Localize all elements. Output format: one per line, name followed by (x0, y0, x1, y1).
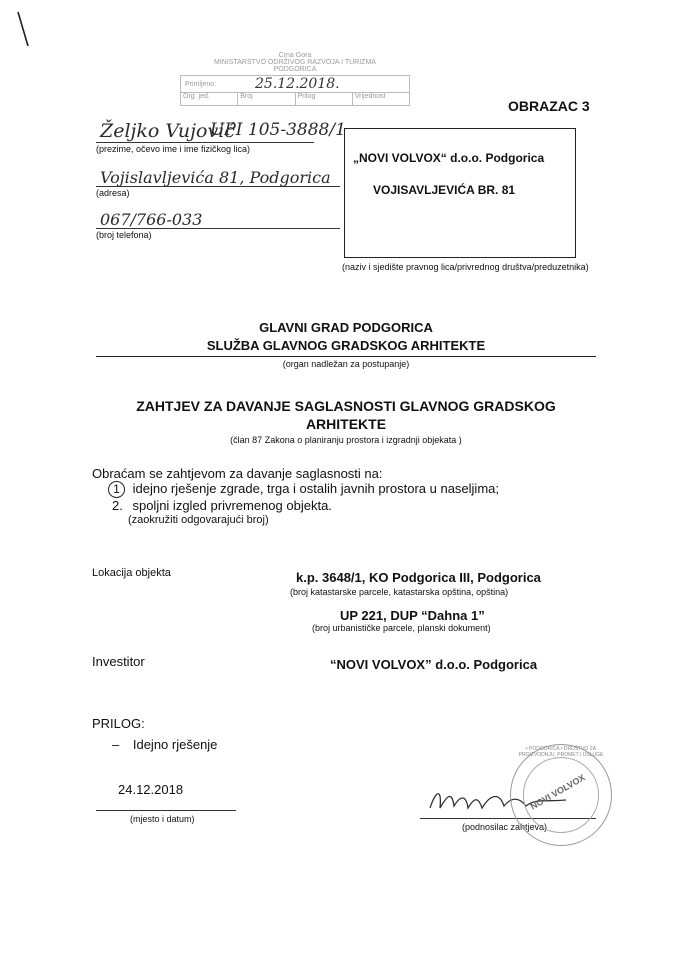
request-intro: Obraćam se zahtjevom za davanje saglasnosti na: (92, 466, 383, 481)
stamp-received-date: 25.12.2018. (255, 76, 340, 92)
stamp-col-value: Vrijednost (354, 93, 386, 100)
authority-line2: SLUŽBA GLAVNOG GRADSKOG ARHITEKTE (206, 338, 486, 353)
stamp-line1: Crna Gora (278, 52, 312, 59)
request-option-1 (108, 481, 499, 498)
request-option-2 (112, 498, 332, 513)
signature-caption: (podnosilac zahtjeva) (462, 822, 548, 832)
investor-value: “NOVI VOLVOX” d.o.o. Podgorica (330, 657, 538, 672)
applicant-name: Željko Vujović (100, 120, 235, 142)
phone-underline (96, 228, 340, 229)
stamp-line3: PODGORICA (273, 66, 317, 73)
company-seal (510, 744, 612, 846)
location-urban-caption: (broj urbanističke parcele, planski dokument) (312, 623, 491, 633)
stamp-col-number: Broj (238, 93, 295, 105)
attachments-label: PRILOG: (92, 716, 145, 731)
title-line1: ZAHTJEV ZA DAVANJE SAGLASNOSTI GLAVNOG GRADSKOG (136, 398, 556, 414)
option-1-number: 1 (108, 481, 125, 498)
authority-underline (96, 356, 596, 357)
title-reference: (član 87 Zakona o planiranju prostora i izgradnji objekata ) (230, 435, 462, 445)
address-underline (96, 186, 340, 187)
stamp-col-attachment: Prilog (296, 93, 353, 105)
attachment-dash: – (112, 737, 120, 752)
phone-label: (broj telefona) (96, 230, 152, 240)
applicant-reference: UPI 105-3888/1 (210, 120, 346, 140)
option-1-text: idejno rješenje zgrade, trga i ostalih javnih prostora u naseljima; (132, 481, 499, 496)
option-2-number: 2. (112, 498, 123, 513)
date-caption: (mjesto i datum) (130, 814, 195, 824)
applicant-phone: 067/766-033 (100, 210, 203, 229)
location-urban: UP 221, DUP “Dahna 1” (340, 608, 485, 623)
company-name: „NOVI VOLVOX“ d.o.o. Podgorica (353, 151, 545, 165)
company-caption: (naziv i sjedište pravnog lica/privrednog društva/preduzetnika) (342, 262, 589, 272)
corner-pen-mark (14, 10, 34, 55)
company-street: VOJISAVLJEVIĆA BR. 81 (373, 183, 516, 197)
footer-date: 24.12.2018 (118, 782, 184, 797)
investor-label: Investitor (92, 654, 145, 669)
receipt-stamp (180, 52, 410, 130)
name-underline (96, 142, 314, 143)
location-parcel: k.p. 3648/1, KO Podgorica III, Podgorica (296, 570, 541, 585)
applicant-address: Vojislavljevića 81, Podgorica (100, 168, 331, 187)
attachment-item-text: Idejno rješenje (132, 737, 218, 752)
date-underline (96, 810, 236, 811)
stamp-col-org: Org. jed. (181, 93, 238, 105)
title-line2: ARHITEKTE (305, 416, 387, 432)
name-label: (prezime, očevo ime i ime fizičkog lica) (96, 144, 251, 154)
location-parcel-caption: (broj katastarske parcele, katastarska opština, opština) (290, 587, 509, 597)
company-box (344, 128, 576, 258)
address-label: (adresa) (96, 188, 130, 198)
location-label: Lokacija objekta (92, 567, 171, 579)
option-2-text: spoljni izgled privremenog objekta. (132, 498, 332, 513)
attachment-item (112, 737, 217, 752)
stamp-received-label: Primljeno: (185, 80, 217, 88)
seal-text: NOVI VOLVOX (528, 772, 587, 812)
request-note: (zaokružiti odgovarajući broj) (128, 514, 269, 526)
authority-caption: (organ nadležan za postupanje) (282, 359, 410, 369)
authority-line1: GLAVNI GRAD PODGORICA (259, 320, 433, 335)
form-code: OBRAZAC 3 (508, 98, 590, 114)
seal-ring-text: • PODGORICA • DRUŠTVO ZA PROIZVODNJU, PROMET I USLUGE (518, 746, 604, 758)
stamp-line2: MINISTARSTVO ODRŽIVOG RAZVOJA I TURIZMA (214, 59, 376, 66)
